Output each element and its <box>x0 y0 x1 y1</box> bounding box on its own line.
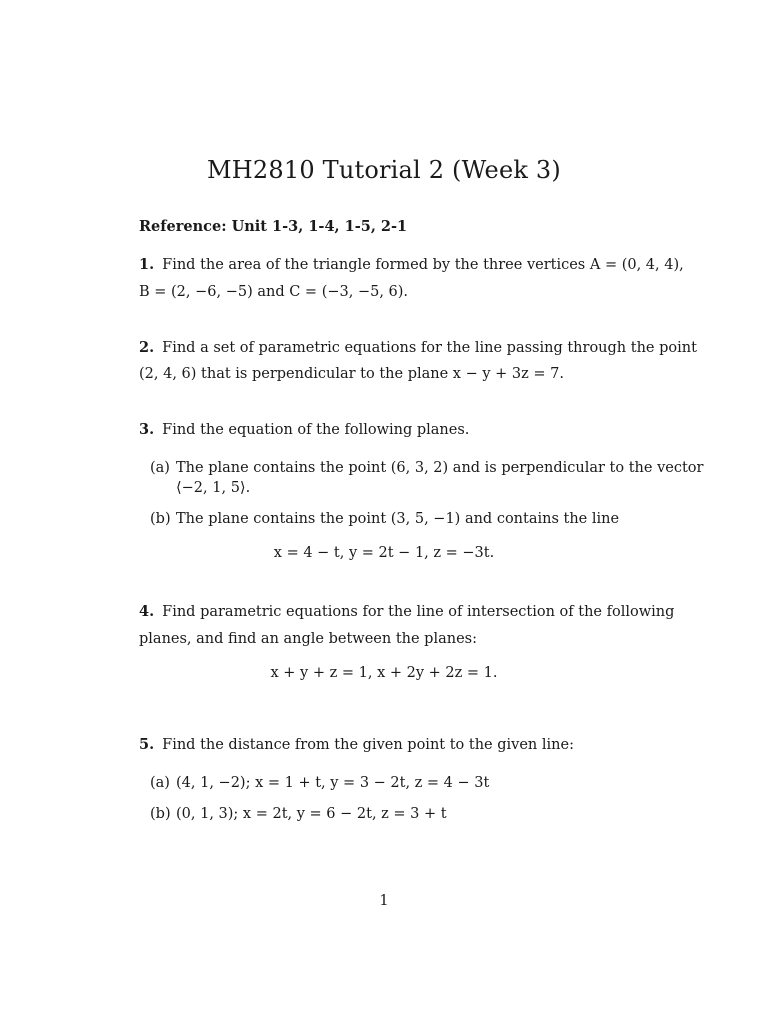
question-3a-line-2: ⟨−2, 1, 5⟩. <box>176 480 251 496</box>
question-3-number: 3. <box>139 421 155 438</box>
question-4-equation: x + y + z = 1, x + 2y + 2z = 1. <box>270 665 498 681</box>
question-3-line-1 <box>139 420 469 440</box>
question-4-line-2: planes, and find an angle between the planes: <box>139 631 477 647</box>
question-2-line-2: (2, 4, 6) that is perpendicular to the plane x − y + 3z = 7. <box>139 366 564 382</box>
question-4-line-1 <box>139 602 674 622</box>
question-5b-line-1: (0, 1, 3); x = 2t, y = 6 − 2t, z = 3 + t <box>176 806 447 822</box>
reference-line: Reference: Unit 1-3, 1-4, 1-5, 2-1 <box>139 218 408 235</box>
question-5-line-1 <box>139 735 574 755</box>
question-1-number: 1. <box>139 256 155 273</box>
question-3b-line-1: The plane contains the point (3, 5, −1) and contains the line <box>176 511 620 527</box>
question-1-text-1: Find the area of the triangle formed by the three vertices A = (0, 4, 4), <box>162 257 684 273</box>
question-2-text-1: Find a set of parametric equations for the line passing through the point <box>162 340 697 356</box>
question-3b-equation: x = 4 − t, y = 2t − 1, z = −3t. <box>273 545 495 561</box>
question-2-line-1 <box>139 338 697 358</box>
question-3a-line-1: The plane contains the point (6, 3, 2) and is perpendicular to the vector <box>176 460 704 476</box>
question-1-line-1 <box>139 255 684 275</box>
question-3a-label: (a) <box>150 460 170 476</box>
question-3-text-1: Find the equation of the following planes. <box>162 422 470 438</box>
question-5b-label: (b) <box>150 806 171 822</box>
question-1-line-2: B = (2, −6, −5) and C = (−3, −5, 6). <box>139 284 409 300</box>
page-number: 1 <box>379 893 389 909</box>
page-title: MH2810 Tutorial 2 (Week 3) <box>207 156 561 184</box>
question-5a-label: (a) <box>150 775 170 791</box>
question-4-text-1: Find parametric equations for the line of intersection of the following <box>162 604 675 620</box>
question-4-number: 4. <box>139 603 155 620</box>
question-3b-label: (b) <box>150 511 171 527</box>
question-5a-line-1: (4, 1, −2); x = 1 + t, y = 3 − 2t, z = 4 − 3t <box>176 775 490 791</box>
question-2-number: 2. <box>139 339 155 356</box>
question-5-number: 5. <box>139 736 155 753</box>
question-5-text-1: Find the distance from the given point to the given line: <box>162 737 574 753</box>
